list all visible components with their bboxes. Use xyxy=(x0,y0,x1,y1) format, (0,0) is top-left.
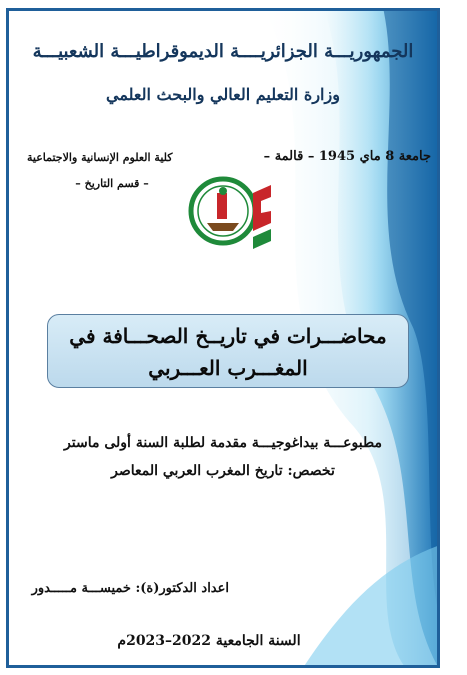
specialization-line: تخصص: تاريخ المغرب العربي المعاصر xyxy=(111,463,335,479)
university-name: جامعة 8 ماي 1945 – قالمة – xyxy=(263,149,431,164)
page-frame xyxy=(6,8,440,668)
faculty-name: كلية العلوم الإنسانية والاجتماعية xyxy=(27,151,173,164)
department-name: – قسم التاريخ – xyxy=(75,177,149,190)
republic-heading: الجمهوريـــة الجزائريــــة الديموقراطيـــة الشعبيـــة xyxy=(32,41,414,62)
academic-year: السنة الجامعية 2022–2023م xyxy=(117,633,301,649)
ministry-heading: وزارة التعليم العالي والبحث العلمي xyxy=(106,85,340,104)
author-line: اعداد الدكتور(ة): خميســـة مـــــدور xyxy=(31,581,229,596)
publication-description: مطبوعـــة بيداغوجيـــة مقدمة لطلبة السنة أولى ماستر xyxy=(64,435,382,451)
main-title-line1: محاضـــرات في تاريــخ الصحـــافة في xyxy=(69,324,387,348)
university-of-guelma-logo-icon xyxy=(187,161,277,261)
main-title-line2: المغـــرب العـــربي xyxy=(148,356,308,380)
